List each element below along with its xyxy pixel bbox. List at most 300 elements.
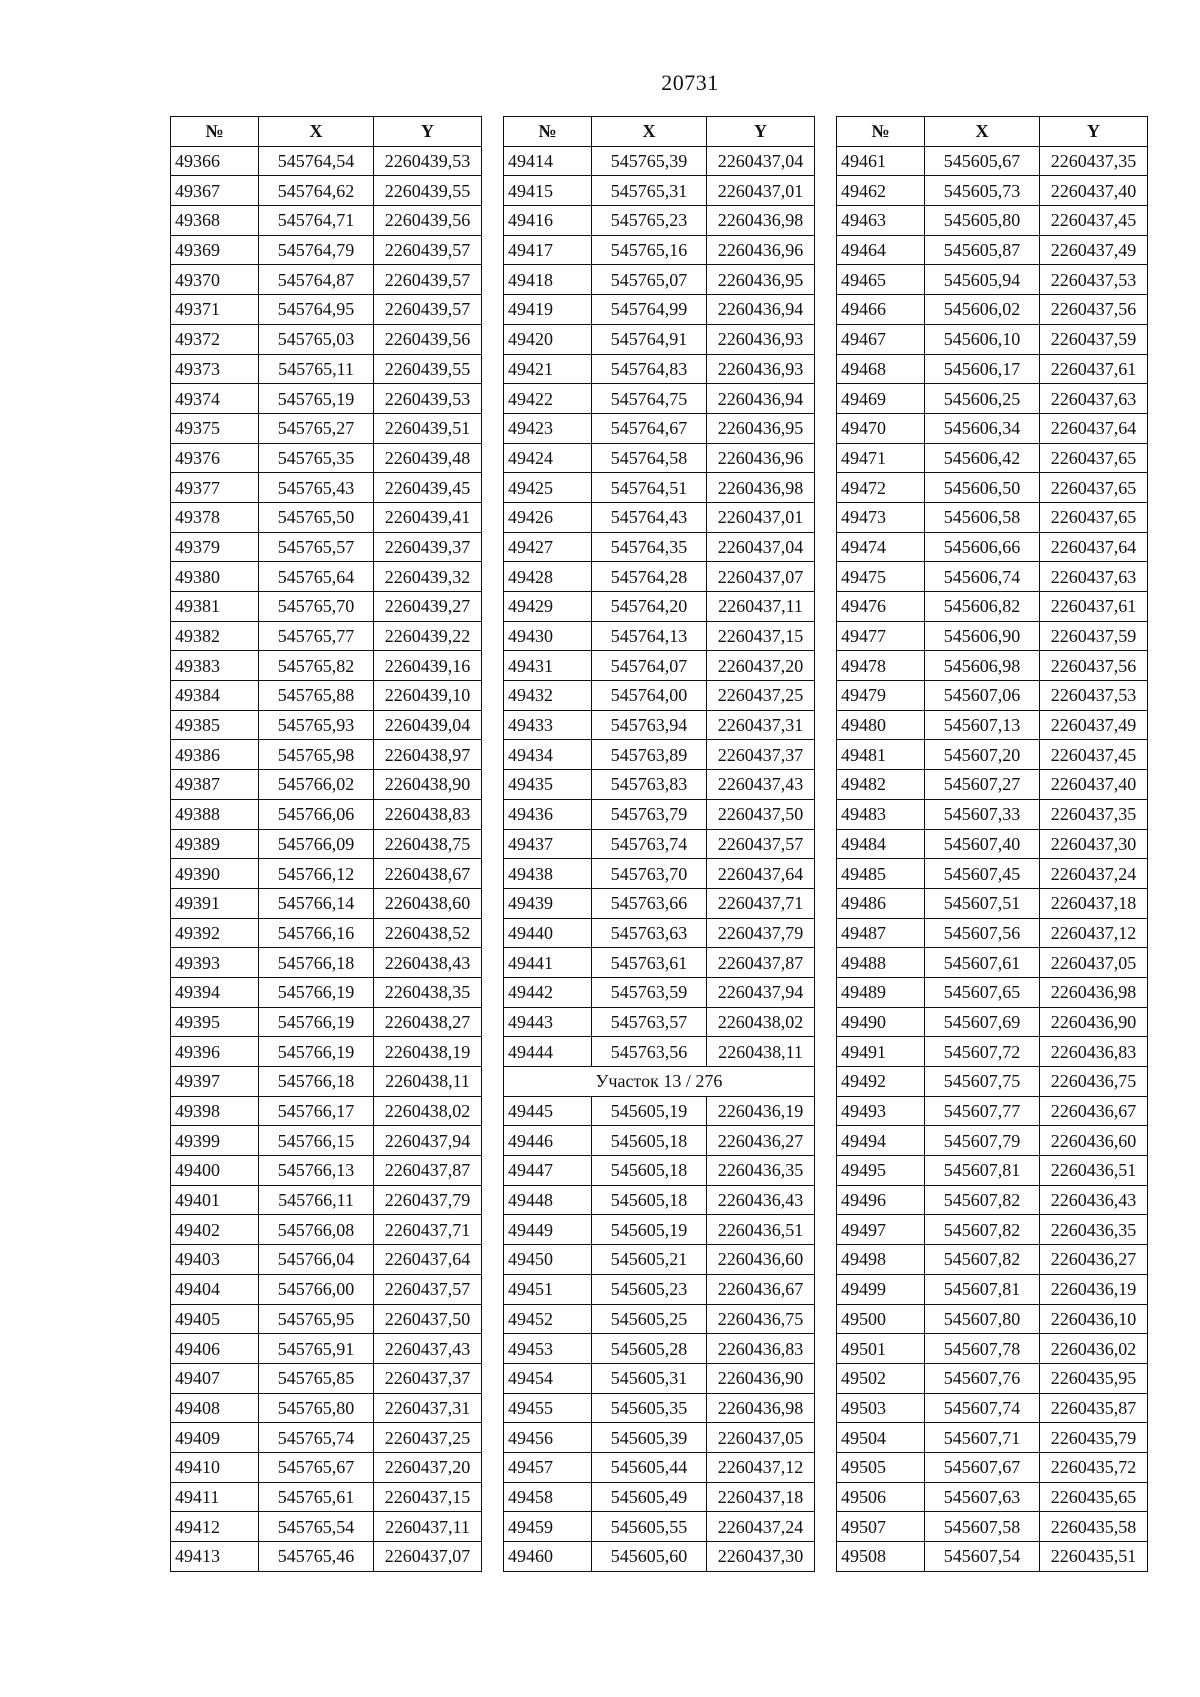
table-row: [171, 1452, 482, 1482]
x-coordinate-cell: 545606,02: [925, 295, 1040, 325]
point-number-cell: 49489: [837, 977, 925, 1007]
y-coordinate-cell: 2260437,15: [374, 1482, 482, 1512]
table-row: [837, 1156, 1148, 1186]
y-coordinate-cell: 2260435,72: [1040, 1452, 1148, 1482]
x-coordinate-cell: 545605,25: [592, 1304, 707, 1334]
y-coordinate-cell: 2260439,57: [374, 295, 482, 325]
point-number-cell: 49412: [171, 1512, 259, 1542]
table-row: [504, 1007, 815, 1037]
point-number-cell: 49448: [504, 1185, 592, 1215]
point-number-cell: 49504: [837, 1423, 925, 1453]
y-coordinate-cell: 2260439,57: [374, 265, 482, 295]
point-number-cell: 49494: [837, 1126, 925, 1156]
point-number-cell: 49428: [504, 562, 592, 592]
y-coordinate-cell: 2260437,37: [707, 740, 815, 770]
y-coordinate-cell: 2260436,98: [707, 473, 815, 503]
y-coordinate-cell: 2260438,67: [374, 859, 482, 889]
y-coordinate-cell: 2260437,53: [1040, 265, 1148, 295]
point-number-cell: 49433: [504, 710, 592, 740]
x-coordinate-cell: 545765,85: [259, 1363, 374, 1393]
y-coordinate-cell: 2260437,07: [374, 1542, 482, 1572]
table-row: [504, 473, 815, 503]
table-row: [837, 740, 1148, 770]
table-row: [837, 502, 1148, 532]
y-coordinate-cell: 2260437,64: [707, 859, 815, 889]
x-coordinate-cell: 545607,82: [925, 1215, 1040, 1245]
table-row: [837, 176, 1148, 206]
x-coordinate-cell: 545607,82: [925, 1185, 1040, 1215]
table-row: [171, 1126, 482, 1156]
y-coordinate-cell: 2260436,98: [707, 206, 815, 236]
y-coordinate-cell: 2260437,05: [707, 1423, 815, 1453]
x-coordinate-cell: 545765,57: [259, 532, 374, 562]
table-row: [171, 681, 482, 711]
x-coordinate-cell: 545606,58: [925, 502, 1040, 532]
y-coordinate-cell: 2260437,18: [707, 1482, 815, 1512]
table-row: [171, 1245, 482, 1275]
table-row: [504, 1334, 815, 1364]
x-coordinate-cell: 545766,12: [259, 859, 374, 889]
point-number-cell: 49422: [504, 384, 592, 414]
point-number-cell: 49507: [837, 1512, 925, 1542]
table-row: [504, 235, 815, 265]
point-number-cell: 49439: [504, 888, 592, 918]
y-coordinate-cell: 2260437,56: [1040, 651, 1148, 681]
x-coordinate-cell: 545766,09: [259, 829, 374, 859]
table-row: [837, 265, 1148, 295]
y-coordinate-cell: 2260437,01: [707, 502, 815, 532]
point-number-cell: 49447: [504, 1156, 592, 1186]
table-row: [504, 1185, 815, 1215]
point-number-cell: 49371: [171, 295, 259, 325]
table-row: [837, 413, 1148, 443]
point-number-cell: 49384: [171, 681, 259, 711]
y-coordinate-cell: 2260439,04: [374, 710, 482, 740]
y-coordinate-cell: 2260437,94: [707, 977, 815, 1007]
point-number-cell: 49413: [171, 1542, 259, 1572]
y-coordinate-cell: 2260437,37: [374, 1363, 482, 1393]
table-row: [504, 1274, 815, 1304]
point-number-cell: 49455: [504, 1393, 592, 1423]
x-coordinate-cell: 545764,75: [592, 384, 707, 414]
x-coordinate-cell: 545607,56: [925, 918, 1040, 948]
x-coordinate-cell: 545607,80: [925, 1304, 1040, 1334]
point-number-cell: 49409: [171, 1423, 259, 1453]
x-coordinate-cell: 545764,79: [259, 235, 374, 265]
point-number-cell: 49411: [171, 1482, 259, 1512]
point-number-cell: 49403: [171, 1245, 259, 1275]
y-coordinate-cell: 2260437,71: [707, 888, 815, 918]
y-coordinate-cell: 2260437,94: [374, 1126, 482, 1156]
table-row: [171, 532, 482, 562]
table-row: [837, 1007, 1148, 1037]
table-row: [171, 710, 482, 740]
point-number-cell: 49454: [504, 1363, 592, 1393]
y-coordinate-cell: 2260437,18: [1040, 888, 1148, 918]
table-row: [837, 710, 1148, 740]
y-coordinate-cell: 2260437,65: [1040, 502, 1148, 532]
y-coordinate-cell: 2260439,22: [374, 621, 482, 651]
point-number-cell: 49480: [837, 710, 925, 740]
x-coordinate-cell: 545765,03: [259, 324, 374, 354]
table-row: [837, 295, 1148, 325]
point-number-cell: 49372: [171, 324, 259, 354]
table-row: [504, 295, 815, 325]
x-coordinate-cell: 545607,79: [925, 1126, 1040, 1156]
table-header-row: [171, 117, 482, 147]
table-row: [171, 1393, 482, 1423]
x-coordinate-cell: 545766,18: [259, 948, 374, 978]
y-coordinate-cell: 2260436,27: [1040, 1245, 1148, 1275]
y-coordinate-cell: 2260437,40: [1040, 176, 1148, 206]
x-coordinate-cell: 545763,89: [592, 740, 707, 770]
y-coordinate-cell: 2260437,64: [374, 1245, 482, 1275]
y-coordinate-cell: 2260436,19: [1040, 1274, 1148, 1304]
point-number-cell: 49503: [837, 1393, 925, 1423]
x-coordinate-cell: 545605,31: [592, 1363, 707, 1393]
x-coordinate-cell: 545605,18: [592, 1126, 707, 1156]
point-number-cell: 49405: [171, 1304, 259, 1334]
table-row: [837, 948, 1148, 978]
table-row: [171, 1037, 482, 1067]
table-row: [504, 681, 815, 711]
y-coordinate-cell: 2260436,95: [707, 413, 815, 443]
point-number-cell: 49492: [837, 1067, 925, 1097]
x-coordinate-cell: 545765,16: [592, 235, 707, 265]
table-row: [837, 651, 1148, 681]
x-coordinate-cell: 545607,78: [925, 1334, 1040, 1364]
x-coordinate-cell: 545764,13: [592, 621, 707, 651]
y-coordinate-cell: 2260435,95: [1040, 1363, 1148, 1393]
y-coordinate-cell: 2260436,75: [707, 1304, 815, 1334]
x-coordinate-cell: 545765,88: [259, 681, 374, 711]
table-row: [504, 1452, 815, 1482]
table-row: [837, 799, 1148, 829]
y-coordinate-cell: 2260437,50: [374, 1304, 482, 1334]
point-number-cell: 49423: [504, 413, 592, 443]
point-number-cell: 49476: [837, 592, 925, 622]
point-number-cell: 49449: [504, 1215, 592, 1245]
table-row: [171, 1067, 482, 1097]
point-number-cell: 49387: [171, 770, 259, 800]
table-row: [504, 413, 815, 443]
y-coordinate-cell: 2260439,53: [374, 146, 482, 176]
x-coordinate-cell: 545605,44: [592, 1452, 707, 1482]
x-coordinate-cell: 545606,50: [925, 473, 1040, 503]
y-coordinate-cell: 2260437,87: [374, 1156, 482, 1186]
header-x: X: [592, 117, 707, 147]
point-number-cell: 49398: [171, 1096, 259, 1126]
table-row: [504, 1215, 815, 1245]
y-coordinate-cell: 2260437,59: [1040, 324, 1148, 354]
table-row: [837, 1274, 1148, 1304]
x-coordinate-cell: 545607,74: [925, 1393, 1040, 1423]
x-coordinate-cell: 545764,67: [592, 413, 707, 443]
table-row: [171, 1185, 482, 1215]
table-row: [171, 799, 482, 829]
x-coordinate-cell: 545766,19: [259, 1007, 374, 1037]
x-coordinate-cell: 545606,66: [925, 532, 1040, 562]
x-coordinate-cell: 545764,87: [259, 265, 374, 295]
y-coordinate-cell: 2260437,87: [707, 948, 815, 978]
y-coordinate-cell: 2260438,35: [374, 977, 482, 1007]
table-row: [504, 1542, 815, 1572]
point-number-cell: 49450: [504, 1245, 592, 1275]
point-number-cell: 49406: [171, 1334, 259, 1364]
y-coordinate-cell: 2260438,90: [374, 770, 482, 800]
y-coordinate-cell: 2260439,51: [374, 413, 482, 443]
table-row: [504, 443, 815, 473]
y-coordinate-cell: 2260435,79: [1040, 1423, 1148, 1453]
y-coordinate-cell: 2260437,64: [1040, 413, 1148, 443]
table-row: [837, 1423, 1148, 1453]
y-coordinate-cell: 2260436,43: [1040, 1185, 1148, 1215]
table-row: [171, 977, 482, 1007]
y-coordinate-cell: 2260435,87: [1040, 1393, 1148, 1423]
x-coordinate-cell: 545766,06: [259, 799, 374, 829]
x-coordinate-cell: 545765,67: [259, 1452, 374, 1482]
table-row: [504, 1482, 815, 1512]
table-row: [504, 502, 815, 532]
y-coordinate-cell: 2260436,02: [1040, 1334, 1148, 1364]
y-coordinate-cell: 2260437,49: [1040, 710, 1148, 740]
point-number-cell: 49437: [504, 829, 592, 859]
y-coordinate-cell: 2260436,90: [1040, 1007, 1148, 1037]
x-coordinate-cell: 545607,82: [925, 1245, 1040, 1275]
x-coordinate-cell: 545607,81: [925, 1156, 1040, 1186]
point-number-cell: 49495: [837, 1156, 925, 1186]
point-number-cell: 49430: [504, 621, 592, 651]
table-row: [837, 918, 1148, 948]
y-coordinate-cell: 2260438,75: [374, 829, 482, 859]
point-number-cell: 49388: [171, 799, 259, 829]
y-coordinate-cell: 2260438,83: [374, 799, 482, 829]
table-row: [504, 710, 815, 740]
table-row: [504, 651, 815, 681]
x-coordinate-cell: 545766,11: [259, 1185, 374, 1215]
point-number-cell: 49486: [837, 888, 925, 918]
point-number-cell: 49472: [837, 473, 925, 503]
table-row: [837, 1452, 1148, 1482]
x-coordinate-cell: 545607,45: [925, 859, 1040, 889]
x-coordinate-cell: 545607,69: [925, 1007, 1040, 1037]
y-coordinate-cell: 2260439,32: [374, 562, 482, 592]
y-coordinate-cell: 2260435,51: [1040, 1542, 1148, 1572]
table-row: [171, 1542, 482, 1572]
table-row: [504, 265, 815, 295]
table-row: [837, 1482, 1148, 1512]
x-coordinate-cell: 545765,43: [259, 473, 374, 503]
point-number-cell: 49382: [171, 621, 259, 651]
point-number-cell: 49502: [837, 1363, 925, 1393]
x-coordinate-cell: 545766,18: [259, 1067, 374, 1097]
y-coordinate-cell: 2260439,48: [374, 443, 482, 473]
x-coordinate-cell: 545765,61: [259, 1482, 374, 1512]
x-coordinate-cell: 545764,43: [592, 502, 707, 532]
table-row: [837, 1363, 1148, 1393]
table-row: [837, 1067, 1148, 1097]
coordinates-table-2: [503, 116, 815, 1572]
x-coordinate-cell: 545606,90: [925, 621, 1040, 651]
table-row: [504, 740, 815, 770]
table-row: [837, 1512, 1148, 1542]
point-number-cell: 49485: [837, 859, 925, 889]
table-row: [837, 1334, 1148, 1364]
point-number-cell: 49379: [171, 532, 259, 562]
x-coordinate-cell: 545606,74: [925, 562, 1040, 592]
y-coordinate-cell: 2260437,59: [1040, 621, 1148, 651]
table-row: [837, 473, 1148, 503]
x-coordinate-cell: 545763,56: [592, 1037, 707, 1067]
table-row: [504, 859, 815, 889]
table-row: [837, 532, 1148, 562]
table-row: [171, 1156, 482, 1186]
point-number-cell: 49420: [504, 324, 592, 354]
point-number-cell: 49474: [837, 532, 925, 562]
y-coordinate-cell: 2260436,83: [707, 1334, 815, 1364]
y-coordinate-cell: 2260435,65: [1040, 1482, 1148, 1512]
y-coordinate-cell: 2260437,11: [707, 592, 815, 622]
y-coordinate-cell: 2260439,55: [374, 176, 482, 206]
x-coordinate-cell: 545607,72: [925, 1037, 1040, 1067]
y-coordinate-cell: 2260438,02: [374, 1096, 482, 1126]
y-coordinate-cell: 2260439,57: [374, 235, 482, 265]
table-row: [171, 1334, 482, 1364]
point-number-cell: 49487: [837, 918, 925, 948]
x-coordinate-cell: 545607,13: [925, 710, 1040, 740]
point-number-cell: 49466: [837, 295, 925, 325]
y-coordinate-cell: 2260437,01: [707, 176, 815, 206]
point-number-cell: 49488: [837, 948, 925, 978]
table-row: [171, 1215, 482, 1245]
y-coordinate-cell: 2260437,79: [374, 1185, 482, 1215]
y-coordinate-cell: 2260437,07: [707, 562, 815, 592]
x-coordinate-cell: 545605,80: [925, 206, 1040, 236]
y-coordinate-cell: 2260437,30: [1040, 829, 1148, 859]
x-coordinate-cell: 545607,06: [925, 681, 1040, 711]
y-coordinate-cell: 2260437,12: [1040, 918, 1148, 948]
point-number-cell: 49418: [504, 265, 592, 295]
y-coordinate-cell: 2260436,83: [1040, 1037, 1148, 1067]
point-number-cell: 49425: [504, 473, 592, 503]
x-coordinate-cell: 545607,27: [925, 770, 1040, 800]
y-coordinate-cell: 2260436,94: [707, 384, 815, 414]
table-row: [504, 1037, 815, 1067]
y-coordinate-cell: 2260436,60: [1040, 1126, 1148, 1156]
x-coordinate-cell: 545763,66: [592, 888, 707, 918]
point-number-cell: 49429: [504, 592, 592, 622]
y-coordinate-cell: 2260436,35: [707, 1156, 815, 1186]
x-coordinate-cell: 545607,77: [925, 1096, 1040, 1126]
x-coordinate-cell: 545765,46: [259, 1542, 374, 1572]
table-row: [504, 918, 815, 948]
x-coordinate-cell: 545765,95: [259, 1304, 374, 1334]
y-coordinate-cell: 2260436,35: [1040, 1215, 1148, 1245]
x-coordinate-cell: 545606,42: [925, 443, 1040, 473]
x-coordinate-cell: 545763,79: [592, 799, 707, 829]
point-number-cell: 49451: [504, 1274, 592, 1304]
y-coordinate-cell: 2260436,94: [707, 295, 815, 325]
point-number-cell: 49390: [171, 859, 259, 889]
header-y: Y: [374, 117, 482, 147]
y-coordinate-cell: 2260439,16: [374, 651, 482, 681]
point-number-cell: 49414: [504, 146, 592, 176]
x-coordinate-cell: 545764,91: [592, 324, 707, 354]
y-coordinate-cell: 2260436,98: [707, 1393, 815, 1423]
y-coordinate-cell: 2260437,50: [707, 799, 815, 829]
table-row: [837, 384, 1148, 414]
header-number: №: [504, 117, 592, 147]
y-coordinate-cell: 2260436,90: [707, 1363, 815, 1393]
x-coordinate-cell: 545765,82: [259, 651, 374, 681]
table-row: [171, 206, 482, 236]
x-coordinate-cell: 545765,19: [259, 384, 374, 414]
point-number-cell: 49499: [837, 1274, 925, 1304]
x-coordinate-cell: 545607,33: [925, 799, 1040, 829]
y-coordinate-cell: 2260436,96: [707, 443, 815, 473]
point-number-cell: 49483: [837, 799, 925, 829]
table-row: [504, 621, 815, 651]
table-row: [504, 206, 815, 236]
y-coordinate-cell: 2260436,43: [707, 1185, 815, 1215]
point-number-cell: 49410: [171, 1452, 259, 1482]
table-row: [837, 1096, 1148, 1126]
y-coordinate-cell: 2260436,67: [707, 1274, 815, 1304]
x-coordinate-cell: 545764,95: [259, 295, 374, 325]
x-coordinate-cell: 545765,50: [259, 502, 374, 532]
point-number-cell: 49491: [837, 1037, 925, 1067]
table-row: [837, 681, 1148, 711]
y-coordinate-cell: 2260436,67: [1040, 1096, 1148, 1126]
y-coordinate-cell: 2260437,45: [1040, 206, 1148, 236]
section-row: [504, 1067, 815, 1097]
point-number-cell: 49493: [837, 1096, 925, 1126]
table-row: [171, 384, 482, 414]
y-coordinate-cell: 2260437,40: [1040, 770, 1148, 800]
y-coordinate-cell: 2260437,05: [1040, 948, 1148, 978]
y-coordinate-cell: 2260436,75: [1040, 1067, 1148, 1097]
table-row: [504, 948, 815, 978]
y-coordinate-cell: 2260437,31: [374, 1393, 482, 1423]
table-row: [837, 621, 1148, 651]
x-coordinate-cell: 545605,18: [592, 1156, 707, 1186]
point-number-cell: 49407: [171, 1363, 259, 1393]
x-coordinate-cell: 545764,83: [592, 354, 707, 384]
y-coordinate-cell: 2260439,45: [374, 473, 482, 503]
x-coordinate-cell: 545764,58: [592, 443, 707, 473]
y-coordinate-cell: 2260436,95: [707, 265, 815, 295]
x-coordinate-cell: 545765,70: [259, 592, 374, 622]
x-coordinate-cell: 545607,75: [925, 1067, 1040, 1097]
x-coordinate-cell: 545607,54: [925, 1542, 1040, 1572]
table-row: [504, 799, 815, 829]
table-row: [171, 1512, 482, 1542]
point-number-cell: 49368: [171, 206, 259, 236]
table-row: [837, 146, 1148, 176]
header-x: X: [259, 117, 374, 147]
y-coordinate-cell: 2260437,35: [1040, 146, 1148, 176]
y-coordinate-cell: 2260438,19: [374, 1037, 482, 1067]
y-coordinate-cell: 2260437,65: [1040, 473, 1148, 503]
x-coordinate-cell: 545765,64: [259, 562, 374, 592]
x-coordinate-cell: 545763,70: [592, 859, 707, 889]
table-row: [171, 888, 482, 918]
y-coordinate-cell: 2260436,93: [707, 354, 815, 384]
x-coordinate-cell: 545606,98: [925, 651, 1040, 681]
x-coordinate-cell: 545605,28: [592, 1334, 707, 1364]
point-number-cell: 49436: [504, 799, 592, 829]
y-coordinate-cell: 2260437,25: [374, 1423, 482, 1453]
